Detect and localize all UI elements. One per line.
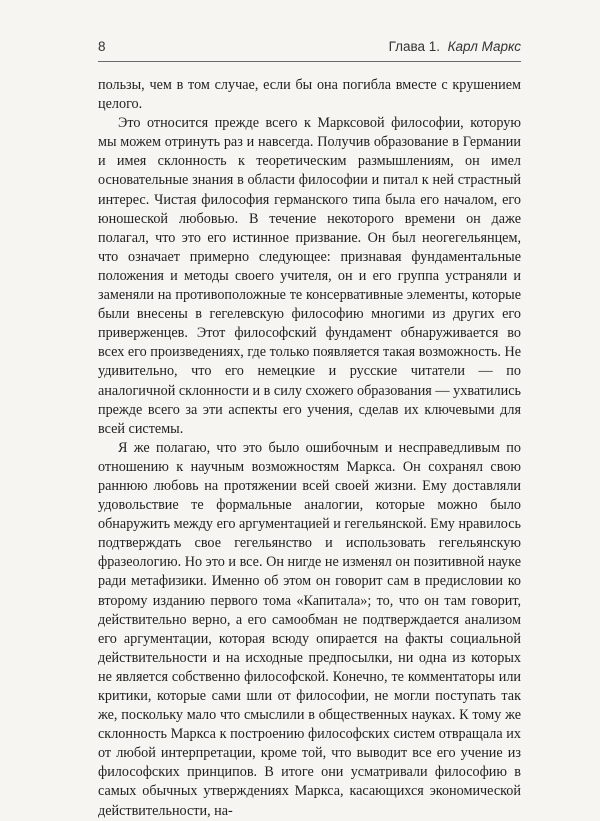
chapter-title: Карл Маркс [447,39,521,54]
paragraph: Это относится прежде всего к Марксовой философии, которую мы можем отринуть раз и навсегда. Получив образование в Германии и имея склонность к теоретическим размышлениям, он имел основательные знания в области философии и питал к ней страстный интерес. Чистая философия германского типа была его началом, его юношеской любовью. В течение некоторого времени он даже полагал, что это его истинное призвание. Он был неогегельянцем, что означает примерно следующее: признавая фундаментальные положения и методы своего учителя, он и его группа устраняли и заменяли на противоположные те консервативные элементы, которые были внесены в гегелевскую философию многими из других его приверженцев. Этот философский фундамент обнаруживается во всех его произведениях, где только появляется такая возможность. Не удивительно, что его немецкие и русские читатели — по аналогичной склонности и в силу схожего образования — ухватились прежде всего за эти аспекты его учения, сделав их ключевыми для всей системы. [98,115,521,437]
running-title [389,39,521,54]
chapter-label: Глава 1. [388,39,441,54]
paragraph: Я же полагаю, что это было ошибочным и несправедливым по отношению к научным возможностям Маркса. Он сохранял свою раннюю любовь на протяжении всей своей жизни. Ему доставляли удовольствие те формальные аналогии, которые можно было обнаружить между его аргументацией и гегельянской. Ему нравилось подтверждать свое гегельянство и использовать гегельянскую фразеологию. Но это и все. Он нигде не изменял он позитивной науке ради метафизики. Именно об этом он говорит сам в предисловии ко второму изданию первого тома «Капитала»; то, что он там говорит, действительно верно, а его самообман не подтверждается анализом его аргументации, которая всюду опирается на факты социальной действительности и на исходные предпосылки, ни одна из которых не является собственно философской. Конечно, те комментаторы или критики, которые сами шли от философии, не могли поступать так же, поскольку мало что смыслили в общественных науках. К тому же склонность Маркса к построению философских систем отвращала их от любой интерпретации, кроме той, что выводит все его учение из философских принципов. В итоге они усматривали философию в самых обычных утверждениях Маркса, касающихся экономической действительности, на- [98,439,522,819]
running-header [98,39,521,59]
page-body [98,76,521,821]
page-number: 8 [98,39,106,54]
header-divider [98,61,521,62]
paragraph-continuation: пользы, чем в том случае, если бы она погибла вместе с крушением целого. [98,77,521,113]
